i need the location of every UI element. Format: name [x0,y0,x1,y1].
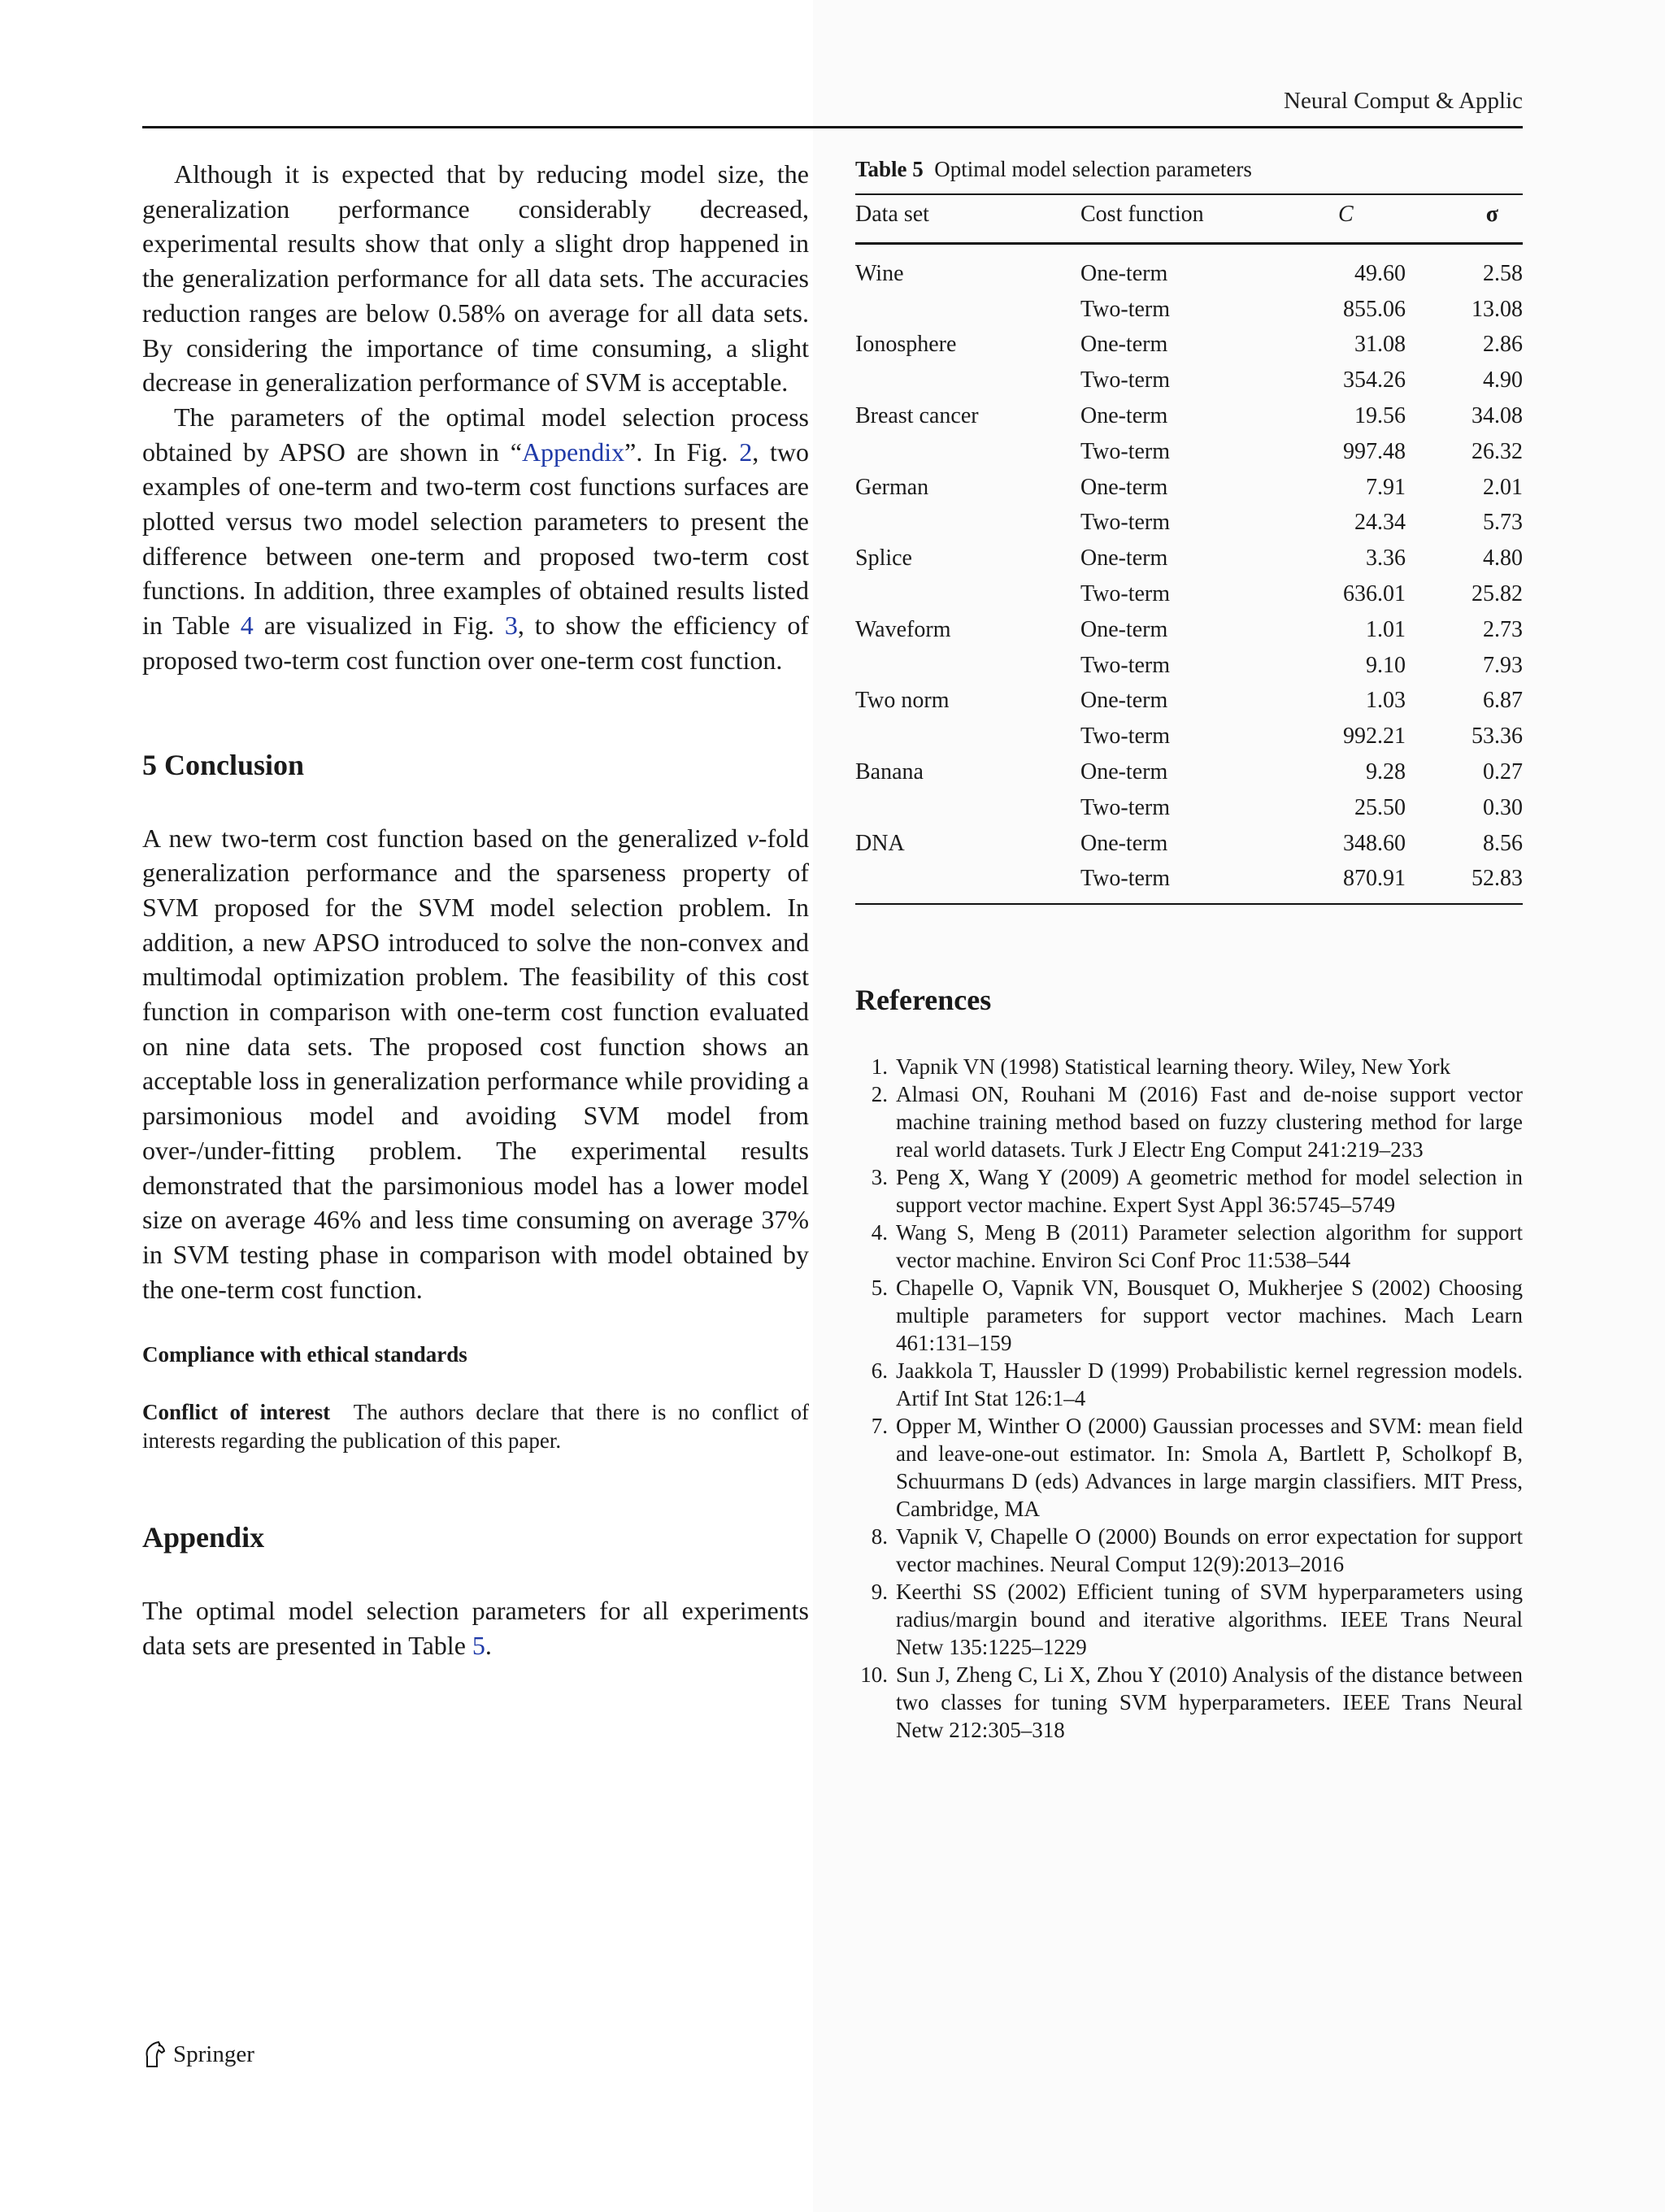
conflict-text: The authors declare that there is no conflict of interests regarding the publication of this paper. [142,1400,809,1454]
conflict-label: Conflict of interest [142,1400,331,1425]
cell-cost: One-term [1080,616,1168,642]
fig2-link[interactable]: 2 [739,437,753,467]
reference-number: 7. [871,1414,888,1439]
cell-c: 1.03 [1366,688,1406,714]
publisher-name: Springer [173,2040,254,2067]
cell-dataset: Waveform [855,616,951,642]
table-row [855,826,1523,862]
cell-dataset [855,576,1080,612]
cell-sigma: 26.32 [1472,438,1523,464]
cell-c: 19.56 [1354,403,1406,429]
cell-cost: Two-term [1080,367,1171,393]
ethics-heading: Compliance with ethical standards [142,1342,467,1367]
cell-cost: One-term [1080,830,1168,856]
reference-number: 4. [871,1220,888,1245]
cell-sigma: 2.86 [1483,332,1523,358]
cell-cost: One-term [1080,545,1168,571]
para2-text-d: are visualized in Fig. [253,611,505,641]
reference-number: 8. [871,1524,888,1549]
cell-cost: Two-term [1080,652,1171,678]
cell-cost: Two-term [1080,862,1300,905]
cell-cost: Two-term [1080,510,1171,536]
reference-text: Jaakkola T, Haussler D (1999) Probabilistic kernel regression models. Artif Int Stat 126:1–4 [896,1358,1523,1411]
body-paragraph-2 [142,400,809,678]
header-cost-function: Cost function [1080,194,1300,244]
cell-sigma: 4.80 [1483,545,1523,571]
cell-dataset [855,719,1080,754]
cell-sigma: 8.56 [1483,830,1523,856]
cell-c: 24.34 [1354,510,1406,536]
reference-item [855,1080,1523,1163]
cell-cost: One-term [1080,403,1168,429]
reference-number: 1. [871,1054,888,1080]
springer-horse-icon [142,2040,167,2068]
cell-c: 354.26 [1343,367,1406,393]
cell-c: 7.91 [1366,474,1406,500]
reference-text: Almasi ON, Rouhani M (2016) Fast and de-noise support vector machine training method based on fuzzy clustering method for large real world datasets. Turk J Electr Eng Comput 241:219–233 [896,1082,1523,1162]
cell-sigma: 2.01 [1483,474,1523,500]
appendix-paragraph [142,1593,809,1662]
reference-item [855,1163,1523,1219]
reference-text: Keerthi SS (2002) Efficient tuning of SVM hyperparameters using radius/margin bound and iterative algorithms. IEEE Trans Neural Netw 135:1225–1229 [896,1580,1523,1660]
cell-c: 636.01 [1343,581,1406,607]
body-paragraph-1: Although it is expected that by reducing model size, the generalization performance considerably decreased, experimental results show that only a slight drop happened in the generalization performance for all data sets. The accuracies reduction ranges are below 0.58% on average for all data sets. By considering the importance of time consuming, a slight decrease in generalization performance of SVM is acceptable. [142,159,809,398]
cell-cost: Two-term [1080,438,1171,464]
cell-c: 348.60 [1343,830,1406,856]
references-list [855,1053,1523,1744]
reference-text: Wang S, Meng B (2011) Parameter selection algorithm for support vector machine. Environ Sci Conf Proc 11:538–544 [896,1220,1523,1273]
header-rule [142,126,1523,128]
cell-dataset [855,363,1080,398]
cell-cost: Two-term [1080,296,1171,322]
right-column [855,157,1523,1744]
cell-c: 997.48 [1343,438,1406,464]
cell-dataset: German [855,474,929,500]
cell-dataset [855,790,1080,826]
cell-c: 870.91 [1300,862,1406,905]
conclusion-text-b: -fold generalization performance and the sparseness property of SVM proposed for the SVM model selection problem. In addition, a new APSO introduced to solve the non-convex and multimodal optimization problem. The feasibility of this cost function in comparison with one-term cost function evaluated on nine data sets. The proposed cost function shows an acceptable loss in generalization performance while providing a parsimonious model and avoiding SVM model from over-/under-fitting problem. The experimental results demonstrated that the parsimonious model has a lower model size on average 46% and less time consuming on average 37% in SVM testing phase in comparison with model obtained by the one-term cost function. [142,823,809,1304]
reference-text: Sun J, Zheng C, Li X, Zhou Y (2010) Analysis of the distance between two classes for tuning SVM hyperparameters. IEEE Trans Neural Netw 212:305–318 [896,1662,1523,1743]
table-caption-text: Optimal model selection parameters [934,157,1252,181]
reference-item [855,1661,1523,1744]
reference-item [855,1412,1523,1523]
cell-sigma: 0.27 [1483,759,1523,785]
conclusion-paragraph [142,821,809,1307]
table-row [855,363,1523,398]
reference-item [855,1578,1523,1661]
conclusion-text-a: A new two-term cost function based on the generalized [142,823,747,853]
table-row [855,612,1523,648]
reference-number: 2. [871,1082,888,1107]
cell-cost: Two-term [1080,581,1171,607]
reference-number: 10. [860,1662,888,1688]
cell-c: 855.06 [1343,296,1406,322]
cell-sigma: 53.36 [1472,724,1523,750]
cell-c: 992.21 [1343,724,1406,750]
cell-dataset [855,506,1080,541]
cell-cost: One-term [1080,688,1168,714]
cell-sigma: 52.83 [1406,862,1523,905]
reference-number: 9. [871,1580,888,1605]
table-row [855,328,1523,363]
table-header-row [855,194,1523,244]
cell-dataset: Wine [855,260,904,286]
reference-number: 3. [871,1165,888,1190]
table-row [855,292,1523,328]
table-row [855,506,1523,541]
cell-dataset: Banana [855,759,924,785]
reference-number: 5. [871,1275,888,1301]
table-row [855,398,1523,434]
table-caption-label: Table 5 [855,157,924,181]
para2-text-e: , to show the efficiency of proposed two-term cost function over one-term cost function. [142,611,810,675]
table5-link[interactable]: 5 [472,1631,485,1661]
table-body [855,244,1523,905]
cell-cost: One-term [1080,260,1168,286]
appendix-text-a: The optimal model selection parameters for all experiments data sets are presented in Table [142,1596,809,1661]
header-dataset: Data set [855,194,1080,244]
appendix-text-b: . [485,1631,492,1661]
cell-sigma: 13.08 [1472,296,1523,322]
conflict-paragraph [142,1398,809,1455]
conclusion-heading: 5 Conclusion [142,748,305,781]
table-row [855,541,1523,576]
appendix-heading: Appendix [142,1521,265,1554]
optimal-parameters-table [855,193,1523,905]
cell-sigma: 6.87 [1483,688,1523,714]
table-row [855,719,1523,754]
table4-link[interactable]: 4 [240,611,254,641]
cell-sigma: 4.90 [1483,367,1523,393]
reference-text: Vapnik V, Chapelle O (2000) Bounds on error expectation for support vector machines. Neural Comput 12(9):2013–2016 [896,1524,1523,1577]
header-c: C [1300,194,1406,244]
cell-sigma: 2.58 [1483,260,1523,286]
para2-text-c: , two examples of one-term and two-term cost functions surfaces are plotted versus two model selection parameters to present the difference between one-term and proposed two-term cost functions. In addition, three examples of obtained results listed in Table [142,437,810,641]
cell-dataset: Splice [855,545,912,571]
cell-c: 25.50 [1354,794,1406,820]
para2-text-a: The parameters of the optimal model selection process obtained by APSO are shown in “ [142,402,809,467]
journal-header: Neural Comput & Applic [1284,88,1523,114]
cell-c: 9.28 [1366,759,1406,785]
cell-dataset [855,434,1080,470]
reference-text: Opper M, Winther O (2000) Gaussian processes and SVM: mean field and leave-one-out estimator. In: Smola A, Bartlett P, Scholkopf B, Schuurmans D (eds) Advances in large margin classifiers. MIT Press, Cambridge, MA [896,1414,1523,1522]
cell-c: 49.60 [1354,260,1406,286]
fig3-link[interactable]: 3 [504,611,518,641]
cell-sigma: 0.30 [1483,794,1523,820]
cell-cost: Two-term [1080,724,1171,750]
cell-cost: One-term [1080,474,1168,500]
cell-dataset: DNA [855,830,905,856]
publisher-footer [142,2040,254,2068]
cell-c: 3.36 [1366,545,1406,571]
cell-sigma: 25.82 [1472,581,1523,607]
cell-sigma: 34.08 [1472,403,1523,429]
cell-cost: Two-term [1080,794,1171,820]
table-row [855,754,1523,790]
reference-item [855,1053,1523,1080]
reference-item [855,1523,1523,1578]
para2-text-b: ”. In Fig. [624,437,740,467]
reference-item [855,1357,1523,1412]
table-row [855,648,1523,684]
cell-dataset: Ionosphere [855,332,957,358]
cell-sigma: 7.93 [1483,652,1523,678]
table-row [855,576,1523,612]
table-row [855,684,1523,719]
table-row [855,434,1523,470]
cell-dataset: Two norm [855,688,950,714]
cell-cost: One-term [1080,332,1168,358]
nu-symbol: ν [746,823,759,853]
cell-c: 9.10 [1366,652,1406,678]
cell-c: 1.01 [1366,616,1406,642]
reference-text: Peng X, Wang Y (2009) A geometric method for model selection in support vector machine. Expert Syst Appl 36:5745–5749 [896,1165,1523,1218]
reference-item [855,1219,1523,1274]
references-heading: References [855,984,992,1017]
table-row [855,244,1523,292]
table-row [855,862,1523,905]
left-column [142,157,809,1663]
cell-cost: One-term [1080,759,1168,785]
cell-dataset: Breast cancer [855,403,979,429]
cell-dataset [855,862,1080,905]
appendix-link[interactable]: Appendix [521,437,625,467]
reference-text: Vapnik VN (1998) Statistical learning theory. Wiley, New York [896,1054,1451,1080]
header-sigma: σ [1406,194,1523,244]
table-caption [855,157,1523,182]
cell-sigma: 2.73 [1483,616,1523,642]
reference-item [855,1274,1523,1357]
table-row [855,790,1523,826]
cell-dataset [855,292,1080,328]
reference-number: 6. [871,1358,888,1384]
reference-text: Chapelle O, Vapnik VN, Bousquet O, Mukherjee S (2002) Choosing multiple parameters for support vector machines. Mach Learn 461:131–159 [896,1275,1523,1356]
table-row [855,470,1523,506]
cell-c: 31.08 [1354,332,1406,358]
cell-sigma: 5.73 [1483,510,1523,536]
cell-dataset [855,648,1080,684]
